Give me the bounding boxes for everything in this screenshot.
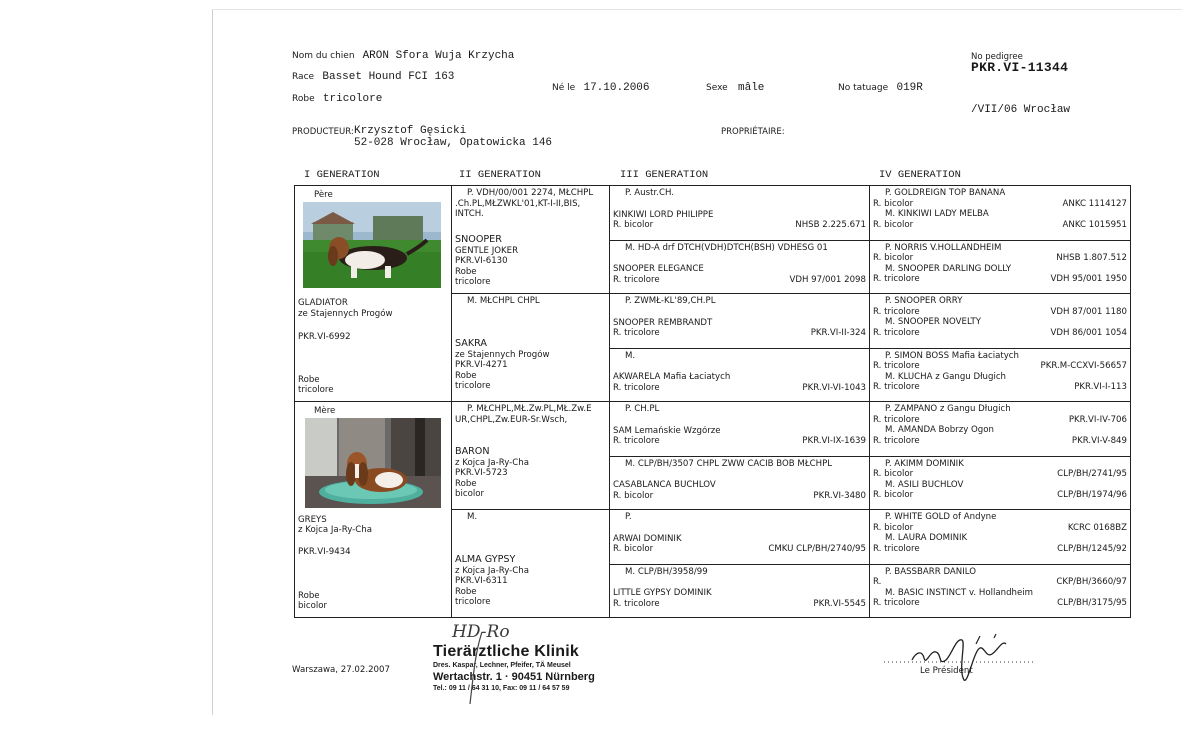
- gen4-7-dam: M. LAURA DOMINIK: [885, 533, 968, 544]
- gen4-7-dam-registration: CLP/BH/1245/92: [1057, 543, 1127, 554]
- race-row: [292, 71, 454, 83]
- gen3-7-name: ARWAI DOMINIK: [613, 533, 682, 544]
- producer-label: PRODUCTEUR:: [292, 127, 354, 137]
- gen4-2-dam-registration: VDH 95/001 1950: [1050, 274, 1127, 285]
- gen3-7-title: P.: [625, 512, 632, 522]
- president-signature-icon: [884, 630, 1034, 690]
- generation-3-heading: III GENERATION: [620, 169, 709, 181]
- gen4-4-sire-registration: PKR.M-CCXVI-56657: [1040, 361, 1127, 372]
- gen4-2-sire-registration: NHSB 1.807.512: [1056, 253, 1127, 264]
- scan-left-edge: [212, 10, 213, 715]
- handwritten-stroke-icon: [460, 628, 500, 708]
- gen2-2-title-line-1: M. MŁCHPL CHPL: [467, 296, 540, 306]
- pedigree-table: [294, 185, 1131, 618]
- gen4-cell-5: [870, 402, 1131, 457]
- gen4-6-sire-registration: CLP/BH/2741/95: [1057, 469, 1127, 480]
- gen4-5-dam: M. AMANDA Bobrzy Ogon: [885, 425, 994, 436]
- gen4-4-sire-robe: R. tricolore: [873, 361, 920, 372]
- gen3-3-title: P. ZWMŁ-KL'89,CH.PL: [625, 296, 716, 306]
- gen3-3-name: SNOOPER REMBRANDT: [613, 317, 713, 328]
- gen2-1-title-line-2: .Ch.PL,MŁZWKL'01,KT-I-II,BIS,: [455, 198, 581, 209]
- gen3-4-registration: PKR.VI-VI-1043: [802, 382, 866, 393]
- gen4-6-sire: P. AKIMM DOMINIK: [885, 458, 964, 469]
- gen1-sire-cell: [295, 186, 452, 402]
- gen3-5-robe: R. tricolore: [613, 436, 660, 447]
- gen4-6-dam: M. ASILI BUCHLOV: [885, 479, 964, 490]
- stamp-phone: Tel.: 09 11 / 64 31 10, Fax: 09 11 / 64 57 59: [433, 685, 570, 692]
- gen4-1-dam-robe: R. bicolor: [873, 219, 914, 230]
- pedigree-number: PKR.VI-11344: [971, 60, 1069, 75]
- gen4-cell-1: [870, 186, 1131, 241]
- gen4-6-dam-robe: R. bicolor: [873, 490, 914, 501]
- tattoo-label: No tatuage: [838, 83, 889, 93]
- sire-robe: tricolore: [298, 385, 334, 395]
- gen3-cell-6: [610, 456, 870, 510]
- gen2-1-registration: PKR.VI-6130: [455, 256, 508, 267]
- president-label: Le Président: [920, 666, 973, 676]
- gen2-4-title-line-1: M.: [467, 512, 478, 522]
- gen3-8-name: LITTLE GYPSY DOMINIK: [613, 588, 712, 599]
- gen2-1-title-line-1: P. VDH/00/001 2274, MŁCHPL: [467, 188, 594, 198]
- gen3-7-registration: CMKU CLP/BH/2740/95: [768, 544, 866, 555]
- gen2-cell-3: [452, 402, 610, 510]
- race-label: Race: [292, 72, 315, 82]
- gen4-3-dam: M. SNOOPER NOVELTY: [885, 317, 982, 328]
- sire-registration: PKR.VI-6992: [298, 332, 351, 342]
- sex-value: mâle: [738, 82, 765, 94]
- stamp-doctors: Dres. Kaspar, Lechner, Pfeifer, TÄ Meusel: [433, 662, 571, 669]
- gen2-2-robe: tricolore: [455, 381, 491, 392]
- sire-label: Père: [314, 190, 333, 200]
- gen3-1-name: KINKIWI LORD PHILIPPE: [613, 209, 714, 220]
- gen4-2-sire-robe: R. bicolor: [873, 253, 914, 264]
- gen2-3-title-line-2: UR,CHPL,Zw.EUR-Śr.Wsch,: [455, 414, 568, 425]
- gen2-cell-2: [452, 294, 610, 402]
- gen3-5-name: SAM Lemańskie Wzgórze: [613, 425, 721, 436]
- sex-row: [706, 82, 764, 94]
- dam-name: GREYS: [298, 515, 327, 525]
- born-value: 17.10.2006: [583, 82, 650, 94]
- gen2-4-name-line-2: z Kojca Ja-Ry-Cha: [455, 565, 529, 576]
- gen4-5-sire: P. ZAMPANO z Gangu Długich: [885, 404, 1011, 414]
- gen3-cell-8: [610, 564, 870, 618]
- gen4-6-sire-robe: R. bicolor: [873, 469, 914, 480]
- gen2-3-title-line-1: P. MŁCHPL,MŁ.Zw.PL,MŁ.Zw.E: [467, 404, 592, 414]
- generation-1-heading: I GENERATION: [304, 169, 380, 181]
- gen3-6-title: M. CLP/BH/3507 CHPL ZWW CACIB BOB MŁCHPL: [625, 458, 833, 469]
- gen2-3-robe: bicolor: [455, 489, 485, 500]
- gen4-5-sire-robe: R. tricolore: [873, 414, 920, 425]
- gen4-1-sire-robe: R. bicolor: [873, 198, 914, 209]
- tattoo-row: [838, 82, 923, 94]
- gen2-1-name-line-2: GENTLE JOKER: [455, 245, 519, 256]
- gen2-4-registration: PKR.VI-6311: [455, 576, 508, 587]
- gen3-cell-5: [610, 402, 870, 457]
- gen2-4-robe: tricolore: [455, 597, 491, 608]
- gen4-1-dam: M. KINKIWI LADY MELBA: [885, 209, 989, 220]
- dam-photo: [305, 418, 441, 508]
- gen3-4-name: AKWARELA Mafia Łaciatych: [613, 372, 731, 383]
- gen4-8-sire-robe: R.: [873, 577, 882, 588]
- birth-row: [552, 82, 650, 94]
- gen4-5-dam-registration: PKR.VI-V-849: [1071, 435, 1127, 446]
- gen4-3-dam-registration: VDH 86/001 1054: [1050, 327, 1127, 338]
- gen4-cell-8: [870, 564, 1131, 618]
- gen3-6-registration: PKR.VI-3480: [813, 490, 866, 501]
- gen4-cell-2: [870, 240, 1131, 294]
- gen4-6-dam-registration: CLP/BH/1974/96: [1057, 490, 1127, 501]
- gen4-1-sire: P. GOLDREIGN TOP BANANA: [885, 188, 1006, 198]
- race-value: Basset Hound FCI 163: [322, 71, 455, 83]
- owner-label: PROPRIÉTAIRE:: [721, 127, 785, 137]
- scan-top-edge: [212, 9, 1182, 10]
- gen2-1-robe-label: Robe: [455, 266, 477, 277]
- gen3-5-registration: PKR.VI-IX-1639: [802, 436, 866, 447]
- gen2-1-name-line-1: SNOOPER: [455, 235, 502, 245]
- gen2-3-robe-label: Robe: [455, 478, 477, 489]
- robe-label: Robe: [292, 94, 315, 104]
- gen2-3-registration: PKR.VI-5723: [455, 468, 508, 479]
- gen3-2-robe: R. tricolore: [613, 274, 660, 285]
- tattoo-value: 019R: [896, 82, 923, 94]
- gen3-8-robe: R. tricolore: [613, 598, 660, 609]
- gen4-3-sire: P. SNOOPER ORRY: [885, 296, 963, 306]
- gen2-2-name-line-1: SAKRA: [455, 339, 487, 349]
- gen4-8-dam-registration: CLP/BH/3175/95: [1057, 598, 1127, 609]
- gen4-7-sire: P. WHITE GOLD of Andyne: [885, 512, 997, 522]
- gen4-8-sire-registration: CKP/BH/3660/97: [1056, 577, 1127, 588]
- gen2-cell-1: [452, 186, 610, 294]
- gen3-cell-3: [610, 294, 870, 349]
- gen4-3-dam-robe: R. tricolore: [873, 327, 920, 338]
- gen4-3-sire-robe: R. tricolore: [873, 306, 920, 317]
- gen3-cell-1: [610, 186, 870, 241]
- dam-robe: bicolor: [298, 601, 328, 611]
- gen4-8-sire: P. BASSBARR DANILO: [885, 566, 976, 577]
- sire-photo: [303, 202, 441, 288]
- dam-robe-label: Robe: [298, 591, 320, 601]
- stamp-title: Tierärztliche Klinik: [433, 643, 579, 660]
- gen4-7-dam-robe: R. tricolore: [873, 543, 920, 554]
- gen3-cell-2: [610, 240, 870, 294]
- generation-4-heading: IV GENERATION: [879, 169, 961, 181]
- gen3-cell-7: [610, 510, 870, 565]
- gen3-5-title: P. CH.PL: [625, 404, 660, 414]
- stamp-address: Wertachstr. 1 · 90451 Nürnberg: [433, 671, 595, 683]
- gen4-2-dam: M. SNOOPER DARLING DOLLY: [885, 263, 1012, 274]
- gen4-cell-4: [870, 348, 1131, 402]
- robe-row: [292, 93, 382, 105]
- dog-name-value: ARON Sfora Wuja Krzycha: [362, 50, 515, 62]
- dog-name-row: [292, 50, 514, 62]
- gen2-3-name-line-2: z Kojca Ja-Ry-Cha: [455, 457, 529, 468]
- gen2-cell-4: [452, 510, 610, 618]
- gen3-cell-4: [610, 348, 870, 402]
- gen4-1-dam-registration: ANKC 1015951: [1062, 219, 1127, 230]
- gen3-4-title: M.: [625, 350, 636, 361]
- dam-label: Mère: [314, 406, 336, 416]
- gen3-4-robe: R. tricolore: [613, 382, 660, 393]
- gen4-cell-7: [870, 510, 1131, 565]
- place-date: Warszawa, 27.02.2007: [292, 665, 390, 675]
- gen2-1-robe: tricolore: [455, 277, 491, 288]
- pedigree-note: /VII/06 Wrocław: [971, 104, 1071, 116]
- gen4-cell-6: [870, 456, 1131, 510]
- gen2-4-name-line-1: ALMA GYPSY: [455, 555, 516, 565]
- gen4-5-sire-registration: PKR.VI-IV-706: [1068, 414, 1127, 425]
- gen4-8-dam: M. BASIC INSTINCT v. Hollandheim: [885, 587, 1034, 598]
- gen4-4-dam: M. KLUCHA z Gangu Długich: [885, 371, 1007, 382]
- gen2-3-name-line-1: BARON: [455, 447, 490, 457]
- gen4-7-sire-robe: R. bicolor: [873, 522, 914, 533]
- gen3-6-robe: R. bicolor: [613, 490, 654, 501]
- dog-name-label: Nom du chien: [292, 51, 355, 61]
- gen3-2-title: M. HD-A drf DTCH(VDH)DTCH(BSH) VDHESG 01: [625, 242, 828, 253]
- gen2-1-title-line-3: INTCH.: [455, 209, 484, 220]
- clinic-stamp: [433, 643, 595, 692]
- handwritten-note: HD-Ro: [452, 622, 510, 642]
- gen4-4-dam-registration: PKR.VI-I-113: [1074, 382, 1127, 393]
- gen4-cell-3: [870, 294, 1131, 349]
- gen4-4-sire: P. SIMON BOSS Mafia Łaciatych: [885, 350, 1019, 361]
- gen2-2-robe-label: Robe: [455, 370, 477, 381]
- gen3-8-title: M. CLP/BH/3958/99: [625, 566, 708, 577]
- sire-kennel: ze Stajennych Progów: [298, 309, 393, 319]
- gen4-1-sire-registration: ANKC 1114127: [1062, 198, 1127, 209]
- gen3-7-robe: R. bicolor: [613, 544, 654, 555]
- sex-label: Sexe: [706, 83, 728, 93]
- dam-dog-photo-icon: [305, 418, 441, 508]
- producer-address: 52-028 Wrocław, Opatowicka 146: [354, 137, 553, 149]
- gen1-dam-cell: [295, 402, 452, 618]
- pedigree-label: No pedigree: [971, 52, 1023, 62]
- gen3-3-robe: R. tricolore: [613, 328, 660, 339]
- gen3-1-title: P. Austr.CH.: [625, 188, 674, 198]
- gen4-2-sire: P. NORRIS V.HOLLANDHEIM: [885, 242, 1002, 253]
- gen2-2-registration: PKR.VI-4271: [455, 360, 508, 371]
- gen3-1-robe: R. bicolor: [613, 220, 654, 231]
- gen2-4-robe-label: Robe: [455, 586, 477, 597]
- gen4-5-dam-robe: R. tricolore: [873, 435, 920, 446]
- sire-name: GLADIATOR: [298, 298, 348, 308]
- born-label: Né le: [552, 83, 576, 93]
- gen4-8-dam-robe: R. tricolore: [873, 598, 920, 609]
- generation-2-heading: II GENERATION: [459, 169, 541, 181]
- sire-robe-label: Robe: [298, 375, 320, 385]
- gen4-3-sire-registration: VDH 87/001 1180: [1050, 306, 1127, 317]
- gen3-1-registration: NHSB 2.225.671: [795, 220, 866, 231]
- gen3-2-name: SNOOPER ELEGANCE: [613, 264, 704, 275]
- gen3-3-registration: PKR.VI-II-324: [810, 328, 866, 339]
- dam-registration: PKR.VI-9434: [298, 547, 351, 557]
- gen2-2-name-line-2: ze Stajennych Progów: [455, 349, 550, 360]
- dam-kennel: z Kojca Ja-Ry-Cha: [298, 525, 372, 535]
- producer-name: Krzysztof Gęsicki: [354, 125, 467, 137]
- gen3-2-registration: VDH 97/001 2098: [789, 274, 866, 285]
- robe-value: tricolore: [322, 93, 383, 105]
- gen4-4-dam-robe: R. tricolore: [873, 382, 920, 393]
- gen4-2-dam-robe: R. tricolore: [873, 274, 920, 285]
- gen3-8-registration: PKR.VI-5545: [813, 598, 866, 609]
- sire-dog-photo-icon: [303, 202, 441, 288]
- gen3-6-name: CASABLANCA BUCHLOV: [613, 480, 716, 491]
- gen4-7-sire-registration: KCRC 0168BZ: [1067, 522, 1127, 533]
